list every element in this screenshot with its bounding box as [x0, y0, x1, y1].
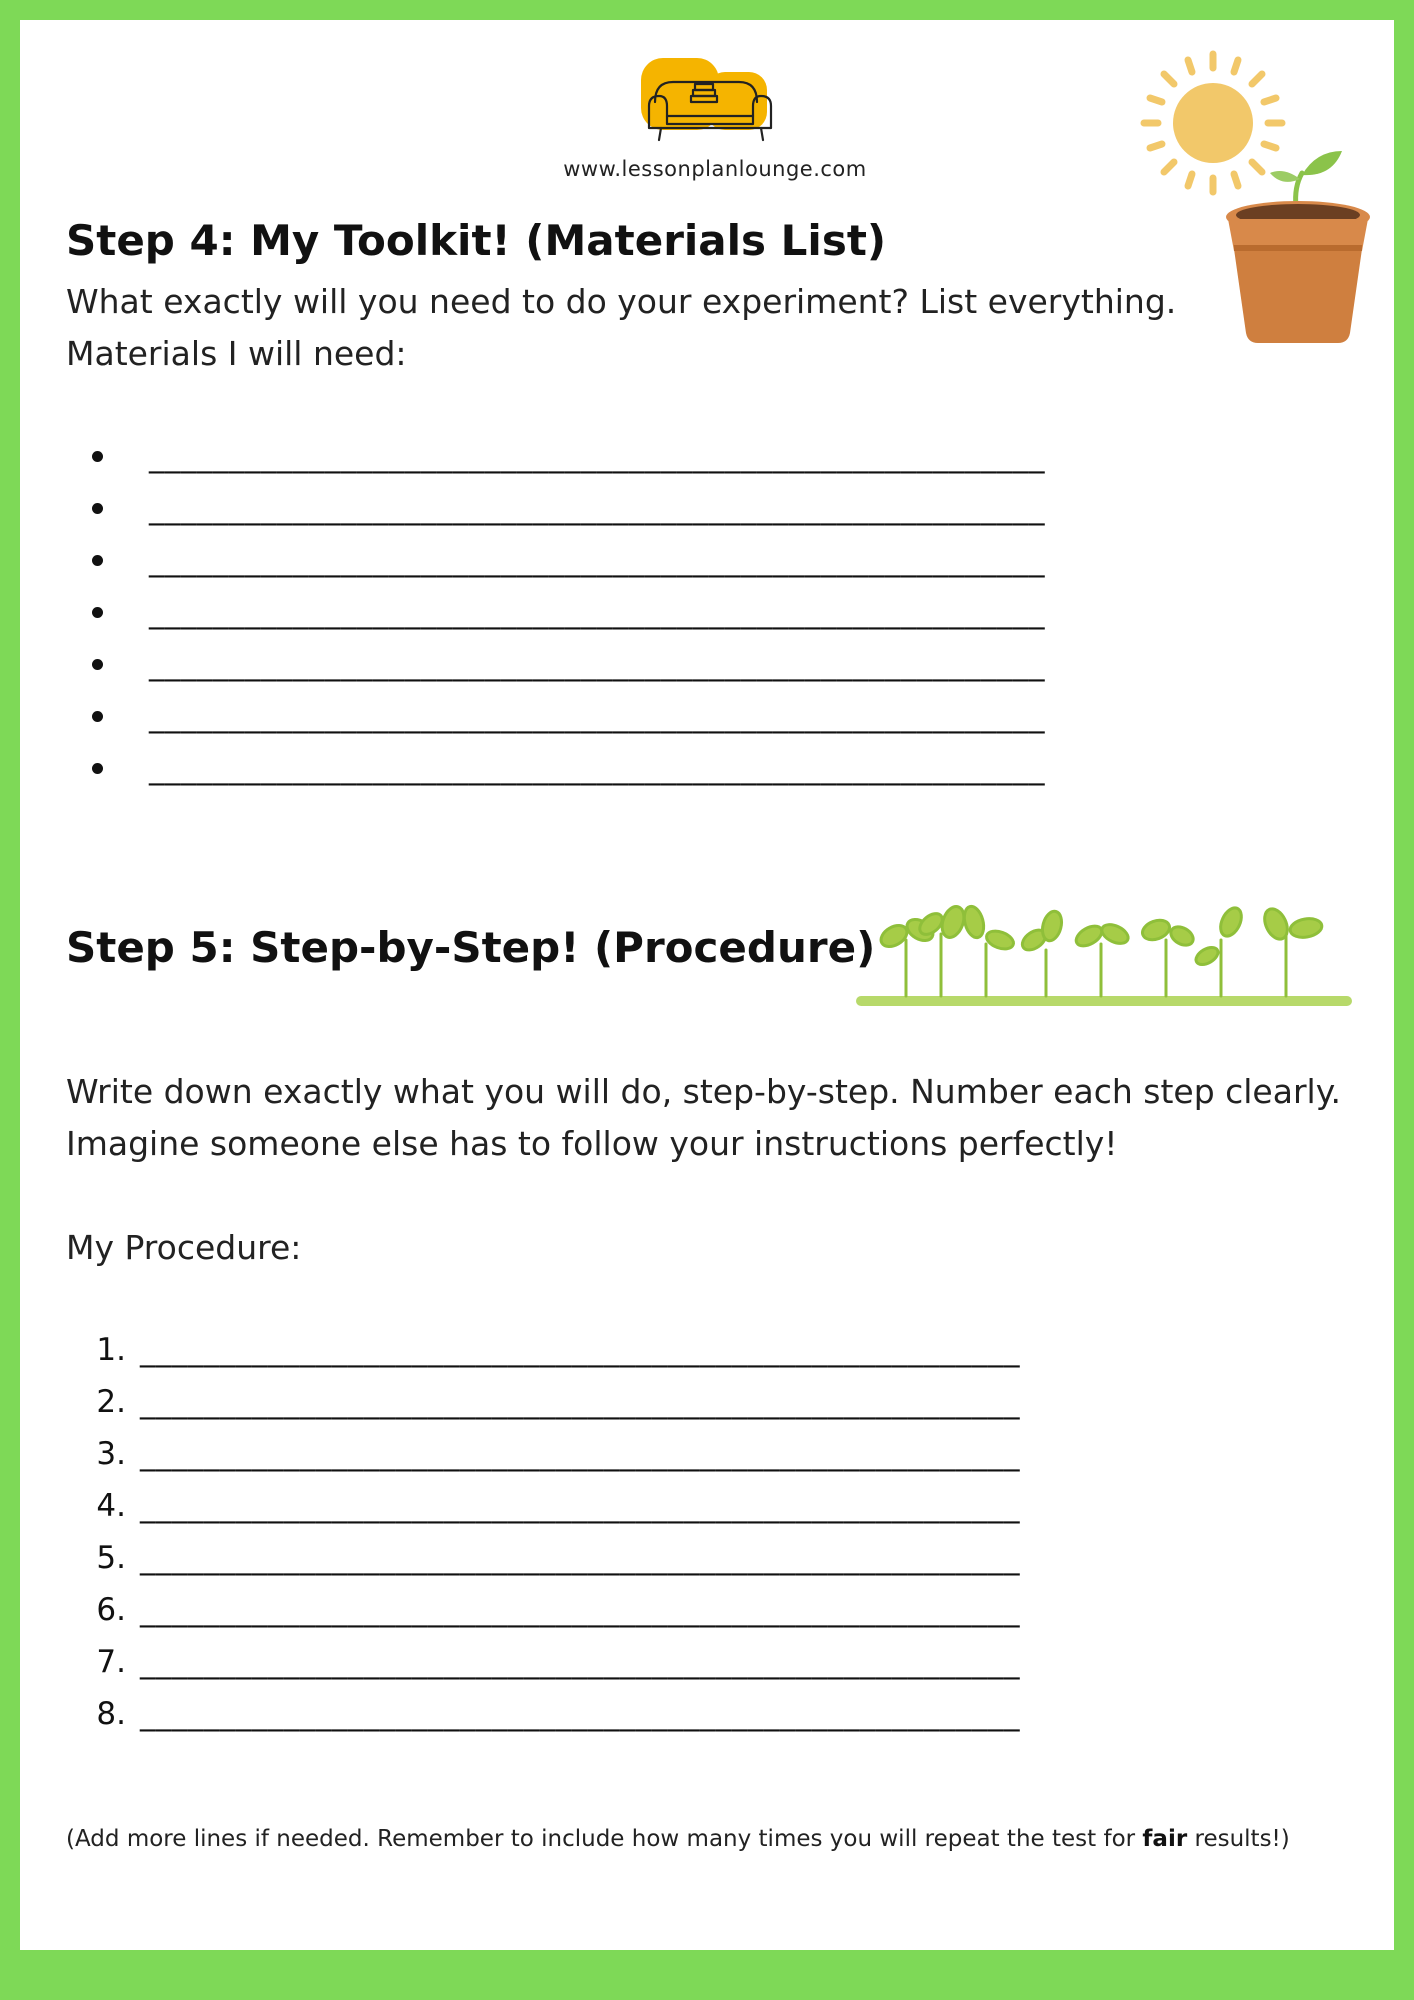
- materials-list: [86, 430, 1376, 794]
- site-url: www.lessonplanlounge.com: [563, 157, 867, 181]
- list-item[interactable]: ________________________________________________________: [86, 638, 1376, 690]
- bullet-icon: [92, 763, 103, 774]
- list-item[interactable]: ________________________________________________________: [86, 430, 1376, 482]
- sofa-logo-icon: [637, 50, 787, 165]
- list-item[interactable]: 4. _______________________________________________________: [96, 1488, 1020, 1524]
- list-item[interactable]: ________________________________________________________: [86, 482, 1376, 534]
- list-item[interactable]: 2. _______________________________________________________: [96, 1384, 1020, 1420]
- list-item[interactable]: 3. _______________________________________________________: [96, 1436, 1020, 1472]
- list-item[interactable]: 8. _______________________________________________________: [96, 1696, 1020, 1732]
- list-item[interactable]: 6. _______________________________________________________: [96, 1592, 1020, 1628]
- list-item[interactable]: 7. _______________________________________________________: [96, 1644, 1020, 1680]
- list-item[interactable]: 5. _______________________________________________________: [96, 1540, 1020, 1576]
- bullet-icon: [92, 659, 103, 670]
- step4-title: Step 4: My Toolkit! (Materials List): [66, 216, 887, 265]
- step4-intro: What exactly will you need to do your experiment? List everything.: [66, 282, 1177, 321]
- step4-label: Materials I will need:: [66, 334, 407, 373]
- list-item[interactable]: ________________________________________________________: [86, 690, 1376, 742]
- step5-title: Step 5: Step-by-Step! (Procedure): [66, 923, 876, 972]
- list-item[interactable]: 1. _______________________________________________________: [96, 1332, 1020, 1368]
- step5-label: My Procedure:: [66, 1228, 302, 1267]
- bullet-icon: [92, 503, 103, 514]
- bullet-icon: [92, 607, 103, 618]
- bullet-icon: [92, 711, 103, 722]
- list-item[interactable]: ________________________________________________________: [86, 534, 1376, 586]
- procedure-list: [70, 1324, 1360, 1740]
- list-item[interactable]: ________________________________________________________: [86, 742, 1376, 794]
- list-item[interactable]: ________________________________________________________: [86, 586, 1376, 638]
- worksheet-page: [20, 20, 1394, 1950]
- footnote-bold: fair: [1142, 1826, 1188, 1852]
- bullet-icon: [92, 555, 103, 566]
- sprouts-icon: [856, 900, 1352, 1010]
- bullet-icon: [92, 451, 103, 462]
- footnote: (Add more lines if needed. Remember to include how many times you will repeat the test for fair results!): [66, 1826, 1290, 1852]
- step5-intro: Write down exactly what you will do, step-by-step. Number each step clearly. Imagine someone else has to follow your instructions perfectly!: [66, 1072, 1342, 1163]
